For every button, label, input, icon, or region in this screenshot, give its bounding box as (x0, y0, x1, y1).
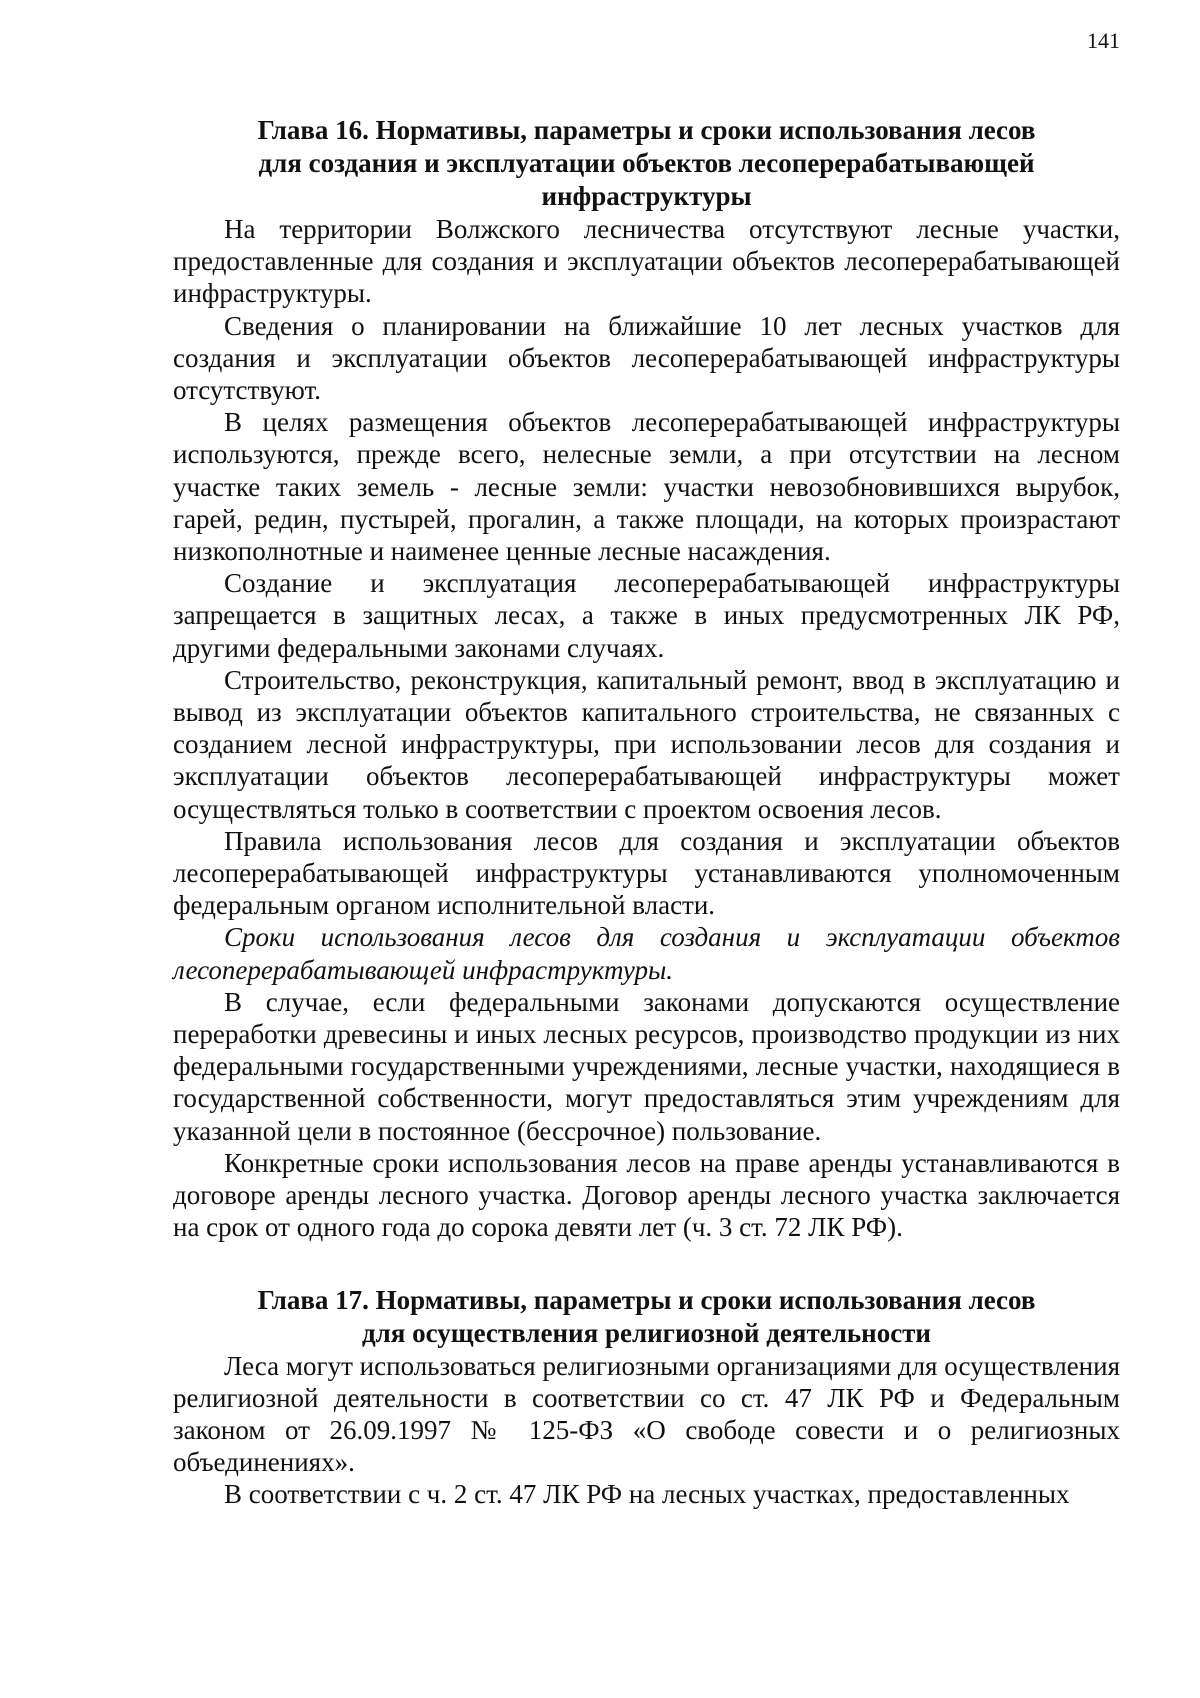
chapter-16-paragraph-3: В целях размещения объектов лесоперерабатывающей инфраструктуры используются, прежде всего, нелесные земли, а при отсутствии на лесном участке таких земель - лесные земли: участки невозобновившихся вырубок, гарей, редин, пустырей, прогалин, а также площади, на которых произрастают низкополнотные и наименее ценные лесные насаждения. (173, 407, 1120, 567)
chapter-16-title-line-1: Глава 16. Нормативы, параметры и сроки использования лесов (257, 115, 1036, 145)
chapter-16-paragraph-6: Правила использования лесов для создания и эксплуатации объектов лесоперерабатывающей инфраструктуры устанавливаются уполномоченным федеральным органом исполнительной власти. (173, 825, 1120, 921)
chapter-17-title-line-2: для осуществления религиозной деятельности (362, 1317, 931, 1348)
chapter-17-paragraph-2: В соответствии с ч. 2 ст. 47 ЛК РФ на лесных участках, предоставленных (224, 1479, 1070, 1510)
chapter-16-title (173, 114, 1120, 213)
chapter-spacer (173, 1244, 1120, 1284)
chapter-16-title-line-2: для создания и эксплуатации объектов лесоперерабатывающей (258, 148, 1035, 178)
page-content (173, 114, 1120, 1511)
chapter-16-title-line-3: инфраструктуры (541, 181, 752, 211)
page-number: 141 (1087, 28, 1120, 53)
chapter-16-paragraph-8: Конкретные сроки использования лесов на праве аренды устанавливаются в договоре аренды лесного участка. Договор аренды лесного участка заключается на срок от одного года до сорока девяти лет (ч. 3 ст. 72 ЛК РФ). (173, 1147, 1120, 1243)
chapter-16-paragraph-5: Строительство, реконструкция, капитальный ремонт, ввод в эксплуатацию и вывод из эксплуатации объектов капитального строительства, не связанных с созданием лесной инфраструктуры, при использовании лесов для создания и эксплуатации объектов лесоперерабатывающей инфраструктуры может осуществляться только в соответствии с проектом освоения лесов. (173, 664, 1120, 824)
chapter-17-paragraph-1: Леса могут использоваться религиозными организациями для осуществления религиозной деятельности в соответствии со ст. 47 ЛК РФ и Федеральным законом от 26.09.1997 № 125-ФЗ «О свободе совести и о религиозных объединениях». (173, 1350, 1120, 1478)
chapter-16-paragraph-1: На территории Волжского лесничества отсутствуют лесные участки, предоставленные для создания и эксплуатации объектов лесоперерабатывающей инфраструктуры. (173, 214, 1120, 309)
chapter-16-paragraph-7: В случае, если федеральными законами допускаются осуществление переработки древесины и иных лесных ресурсов, производство продукции из них федеральными государственными учреждениями, лесные участки, находящиеся в государственной собственности, могут предоставляться этим учреждениям для указанной цели в постоянное (бессрочное) пользование. (173, 986, 1120, 1146)
chapter-16-paragraph-4: Создание и эксплуатация лесоперерабатывающей инфраструктуры запрещается в защитных лесах, а также в иных предусмотренных ЛК РФ, другими федеральными законами случаях. (173, 568, 1120, 663)
chapter-17-title (173, 1284, 1120, 1350)
chapter-16-italic-subheading: Сроки использования лесов для создания и эксплуатации объектов лесоперерабатывающей инфраструктуры. (173, 922, 1120, 985)
chapter-16-paragraph-2: Сведения о планировании на ближайшие 10 лет лесных участков для создания и эксплуатации объектов лесоперерабатывающей инфраструктуры отсутствуют. (173, 310, 1120, 406)
chapter-17-title-line-1: Глава 17. Нормативы, параметры и сроки использования лесов (257, 1284, 1036, 1315)
